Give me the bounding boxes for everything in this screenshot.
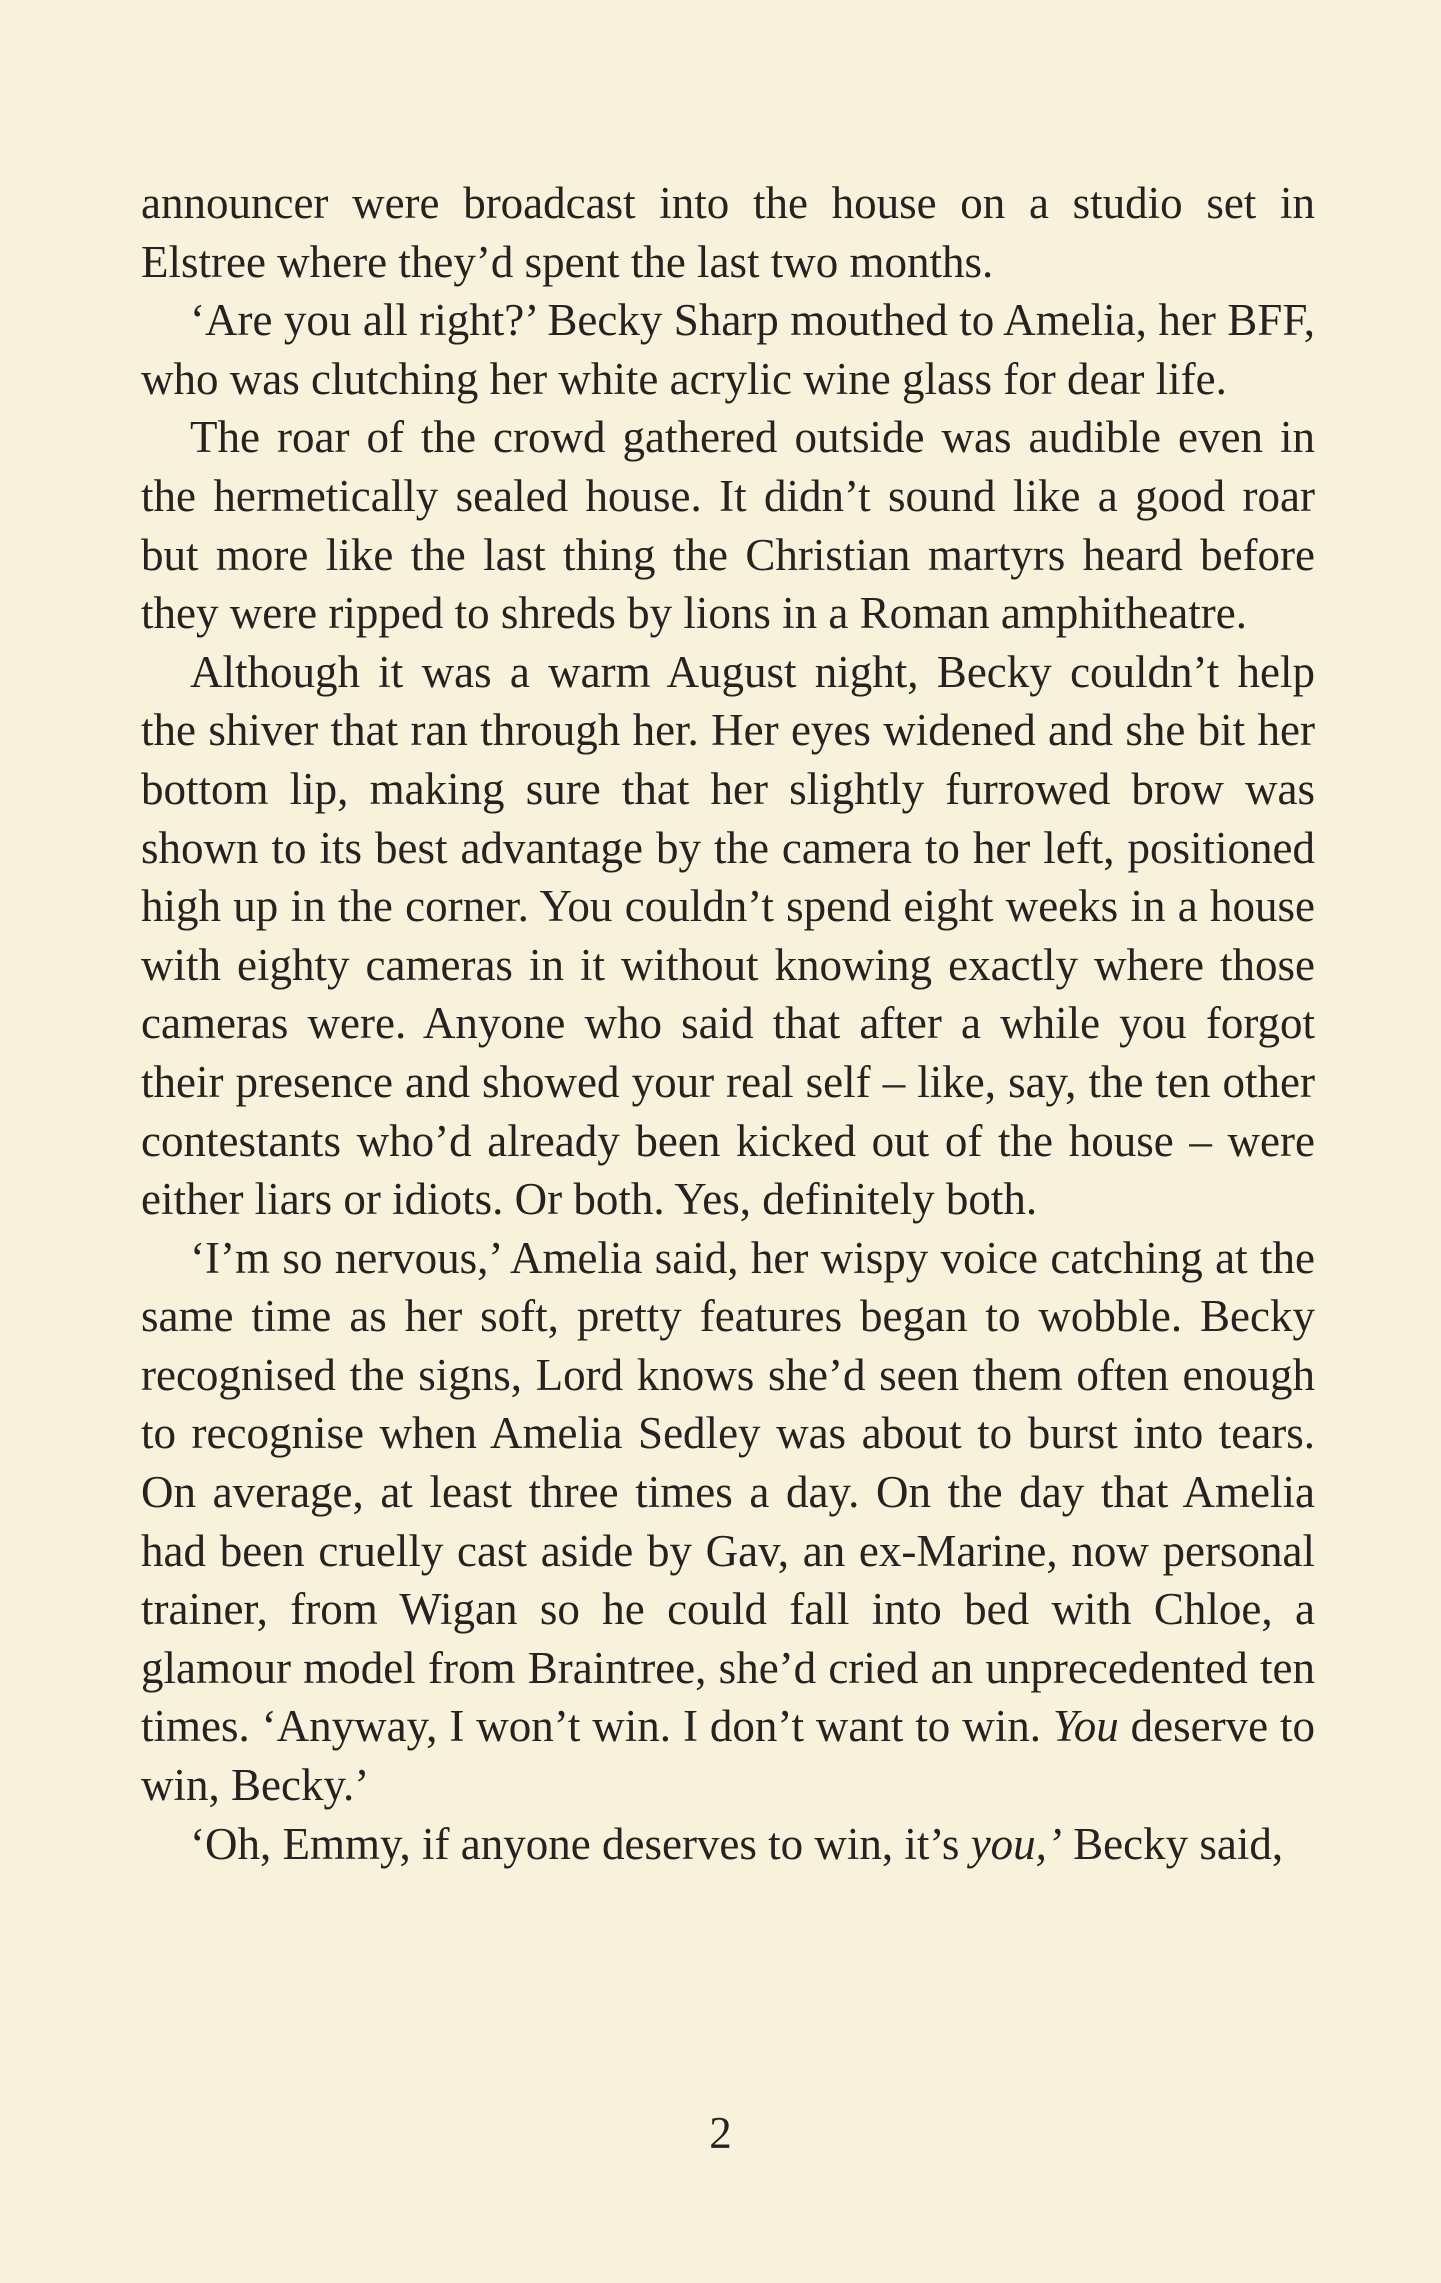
paragraph: Although it was a warm August night, Becky couldn’t help the shiver that ran through her. Her eyes widened and she bit her bottom lip, making sure that her slightly furrowed brow was shown to its best advantage by the camera to her left, positioned high up in the corner. You couldn’t spend eight weeks in a house with eighty cameras in it without knowing exactly where those cameras were. Anyone who said that after a while you forgot their presence and showed your real self – like, say, the ten other contestants who’d already been kicked out of the house – were either liars or idiots. Or both. Yes, definitely both. xyxy=(141,646,1315,1225)
emphasized-word: You xyxy=(1052,1701,1119,1752)
paragraph xyxy=(141,1229,1315,1815)
paragraph-text: Becky said, xyxy=(1073,1818,1284,1869)
paragraph: ‘Are you all right?’ Becky Sharp mouthed to Amelia, her BFF, who was clutching her white acrylic wine glass for dear life. xyxy=(141,295,1315,404)
page-number: 2 xyxy=(709,2108,732,2158)
paragraph xyxy=(141,1815,1315,1874)
paragraph-text: deserve to win, Becky.’ xyxy=(141,1701,1315,1811)
body-text xyxy=(141,174,1315,1873)
paragraph-text: ‘I’m so nervous,’ Amelia said, her wispy voice catching at the same time as her soft, pretty features began to wobble. Becky recognised the signs, Lord knows she’d seen them often enough to recognise when Amelia Sedley was about to burst into tears. On average, at least three times a day. On the day that Amelia had been cruelly cast aside by Gav, an ex-Marine, now personal trainer, from Wigan so he could fall into bed with Chloe, a glamour model from Braintree, she’d cried an unprecedented ten times. ‘Anyway, I won’t win. I don’t want to win. xyxy=(141,1232,1315,1752)
paragraph: The roar of the crowd gathered outside was audible even in the hermetically sealed house. It didn’t sound like a good roar but more like the last thing the Christian martyrs heard before they were ripped to shreds by lions in a Roman amphitheatre. xyxy=(141,412,1315,639)
paragraph-text: ‘Oh, Emmy, if anyone deserves to win, it’s xyxy=(190,1818,960,1869)
paragraph: announcer were broadcast into the house on a studio set in Elstree where they’d spent the last two months. xyxy=(141,178,1315,287)
emphasized-word: you,’ xyxy=(970,1818,1062,1869)
